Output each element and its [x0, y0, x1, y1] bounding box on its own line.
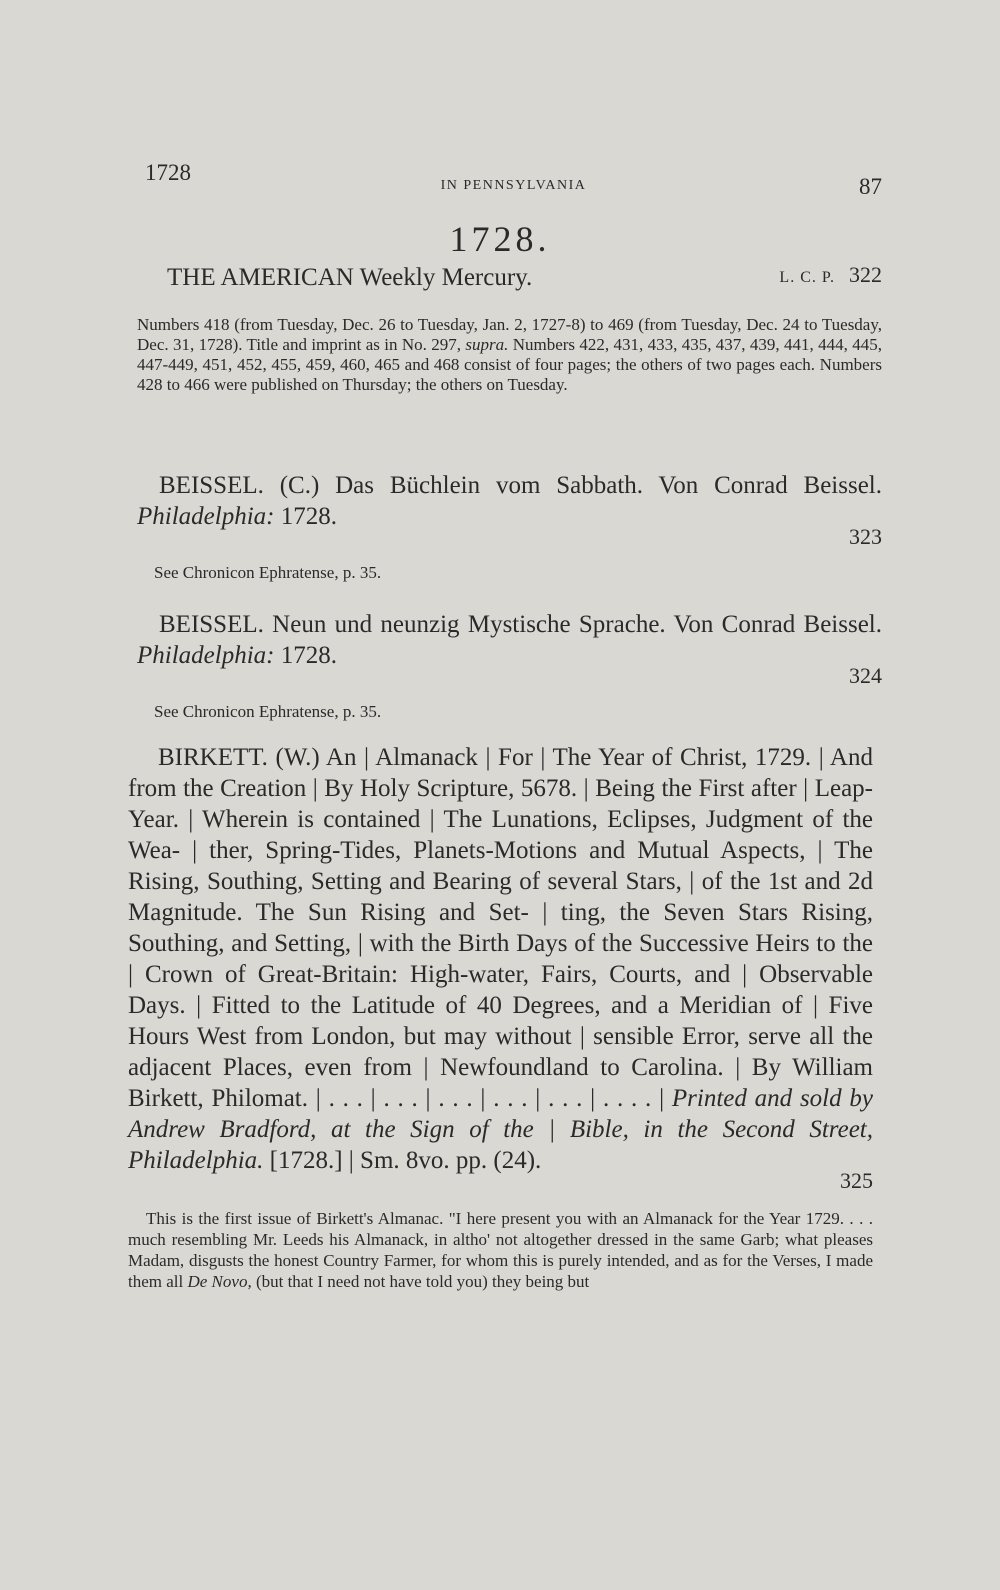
entry-title-text: THE AMERICAN Weekly Mercury. [167, 264, 533, 291]
page-number: 87 [859, 174, 882, 199]
entry-323 [137, 470, 882, 583]
imprint-place: Philadelphia: [137, 503, 275, 530]
entry-title-text: 1728. [274, 503, 337, 530]
note-text: This is the first issue of Birkett's Almanac. "I here present you with an Almanack for the Year 1729. . . . much resembling Mr. Leeds his Almanack, in altho' not altogether dressed in the same Garb; what pleases Madam, disgusts the honest Country Farmer, for whom this is purely intended, and as for the Verses, I made them all [128, 1209, 873, 1291]
note-italic: De Novo, [187, 1272, 252, 1291]
note-text: (but that I need not have told you) they being but [251, 1272, 590, 1291]
entry-title [137, 609, 882, 671]
running-head-title: IN PENNSYLVANIA [440, 178, 587, 193]
running-head-year: 1728 [145, 160, 191, 185]
entry-title [128, 742, 873, 1176]
entry-title-text: 1728. [274, 642, 337, 669]
imprint: Printed and sold by Andrew Bradford, at the Sign of the | Bible, in the Second Street, Philadelphia. [128, 1085, 873, 1174]
location-code: L. C. P. [779, 269, 835, 286]
entry-number [779, 264, 882, 289]
entry-325 [128, 742, 873, 1292]
entry-number: 324 [849, 663, 882, 688]
entry-title [137, 470, 882, 532]
year-heading: 1728. [449, 219, 551, 259]
entry-title-text: BEISSEL. (C.) Das Büchlein vom Sabbath. Von Conrad Beissel. [159, 472, 882, 499]
entry-title-text: BEISSEL. Neun und neunzig Mystische Sprache. Von Conrad Beissel. [159, 611, 882, 638]
imprint-place: Philadelphia: [137, 642, 275, 669]
entry-title [137, 262, 882, 293]
entry-number-value: 322 [849, 262, 882, 287]
entry-note [128, 1208, 873, 1292]
running-head [145, 160, 882, 200]
entry-322 [137, 262, 882, 395]
note-text: Numbers 418 (from Tuesday, Dec. 26 to Tuesday, Jan. 2, 1727-8) to 469 (from Tuesday, Dec. 24 to Tuesday, Dec. 31, 1728). Title and imprint as in No. 297, [137, 315, 882, 354]
entry-title-text: [1728.] | Sm. 8vo. pp. (24). [263, 1147, 542, 1174]
note-italic: supra. [465, 335, 509, 354]
entry-324 [137, 609, 882, 722]
entry-note: See Chronicon Ephratense, p. 35. [154, 563, 382, 582]
entry-title-text: BIRKETT. (W.) An | Almanack | For | The Year of Christ, 1729. | And from the Creation | By Holy Scripture, 5678. | Being the First after | Leap-Year. | Wherein is contained | The Lunations, Eclipses, Judgment of the Wea- | ther, Spring-Tides, Planets-Motions and Mutual Aspects, | The Rising, Southing, Setting and Bearing of several Stars, | of the 1st and 2d Magnitude. The Sun Rising and Set- | ting, the Seven Stars Rising, Southing, and Setting, | with the Birth Days of the Successive Heirs to the | Crown of Great-Britain: High-water, Fairs, Courts, and | Observable Days. | Fitted to the Latitude of 40 Degrees, and a Meridian of | Five Hours West from London, but may without | sensible Error, serve all the adjacent Places, even from | Newfoundland to Carolina. | By William Birkett, Philomat. | . . . | . . . | . . . | . . . | . . . | . . . . | [128, 744, 873, 1112]
entry-number: 323 [849, 524, 882, 549]
entry-note: See Chronicon Ephratense, p. 35. [154, 702, 382, 721]
entry-number: 325 [840, 1168, 873, 1193]
entry-note [137, 315, 882, 395]
note-text: Numbers 422, 431, 433, 435, 437, 439, 441, 444, 445, 447-449, 451, 452, 455, 459, 460, 465 and 468 consist of four pages; the others of two pages each. Numbers 428 to 466 were published on Thursday; the others on Tuesday. [137, 335, 883, 394]
